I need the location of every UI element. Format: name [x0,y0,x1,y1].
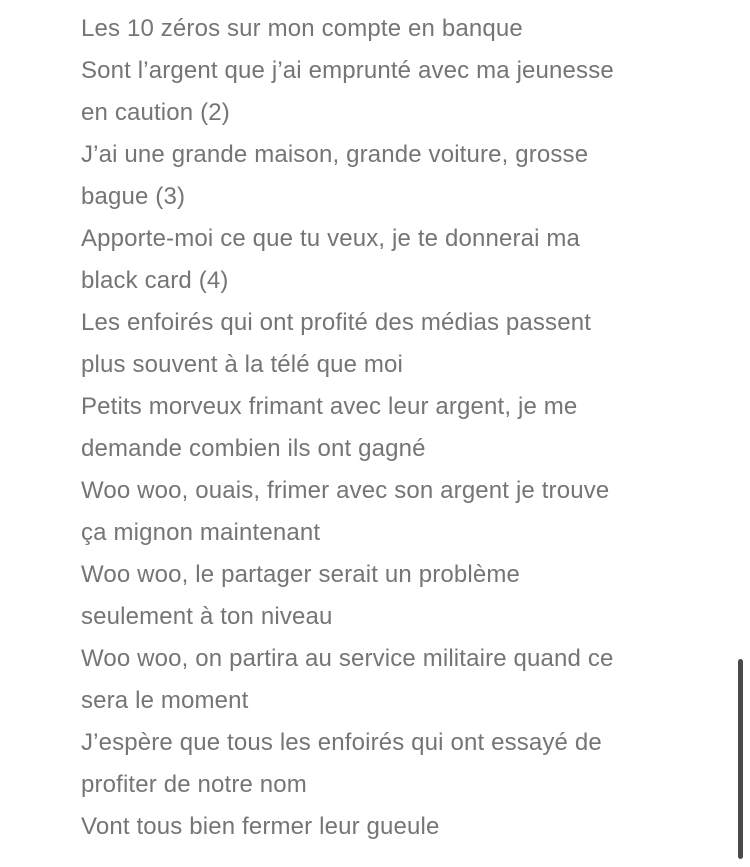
lyric-line: profiter de notre nom [81,771,307,798]
lyric-line: black card (4) [81,267,229,294]
lyric-line: Petits morveux frimant avec leur argent, je me [81,393,578,420]
lyric-line: J’ai une grande maison, grande voiture, grosse [81,141,589,168]
lyric-line: bague (3) [81,183,186,210]
lyric-line: ça mignon maintenant [81,519,321,546]
lyric-line: Sont l’argent que j’ai emprunté avec ma jeunesse [81,57,614,84]
lyric-line: Woo woo, on partira au service militaire quand ce [81,645,614,672]
lyric-line: Apporte-moi ce que tu veux, je te donnerai ma [81,225,581,252]
lyric-line: Woo woo, le partager serait un problème [81,561,520,588]
lyric-line: Vont tous bien fermer leur gueule [81,813,440,840]
lyric-line: en caution (2) [81,99,230,126]
lyric-line: Les enfoirés qui ont profité des médias passent [81,309,592,336]
vertical-scrollbar[interactable] [738,659,743,859]
lyrics-text [81,8,681,848]
lyric-line: seulement à ton niveau [81,603,333,630]
lyric-line: Woo woo, ouais, frimer avec son argent je trouve [81,477,610,504]
lyric-line: plus souvent à la télé que moi [81,351,404,378]
lyric-line: demande combien ils ont gagné [81,435,426,462]
lyric-line: sera le moment [81,687,249,714]
lyric-line: Les 10 zéros sur mon compte en banque [81,15,523,42]
lyric-line: J’espère que tous les enfoirés qui ont essayé de [81,729,602,756]
